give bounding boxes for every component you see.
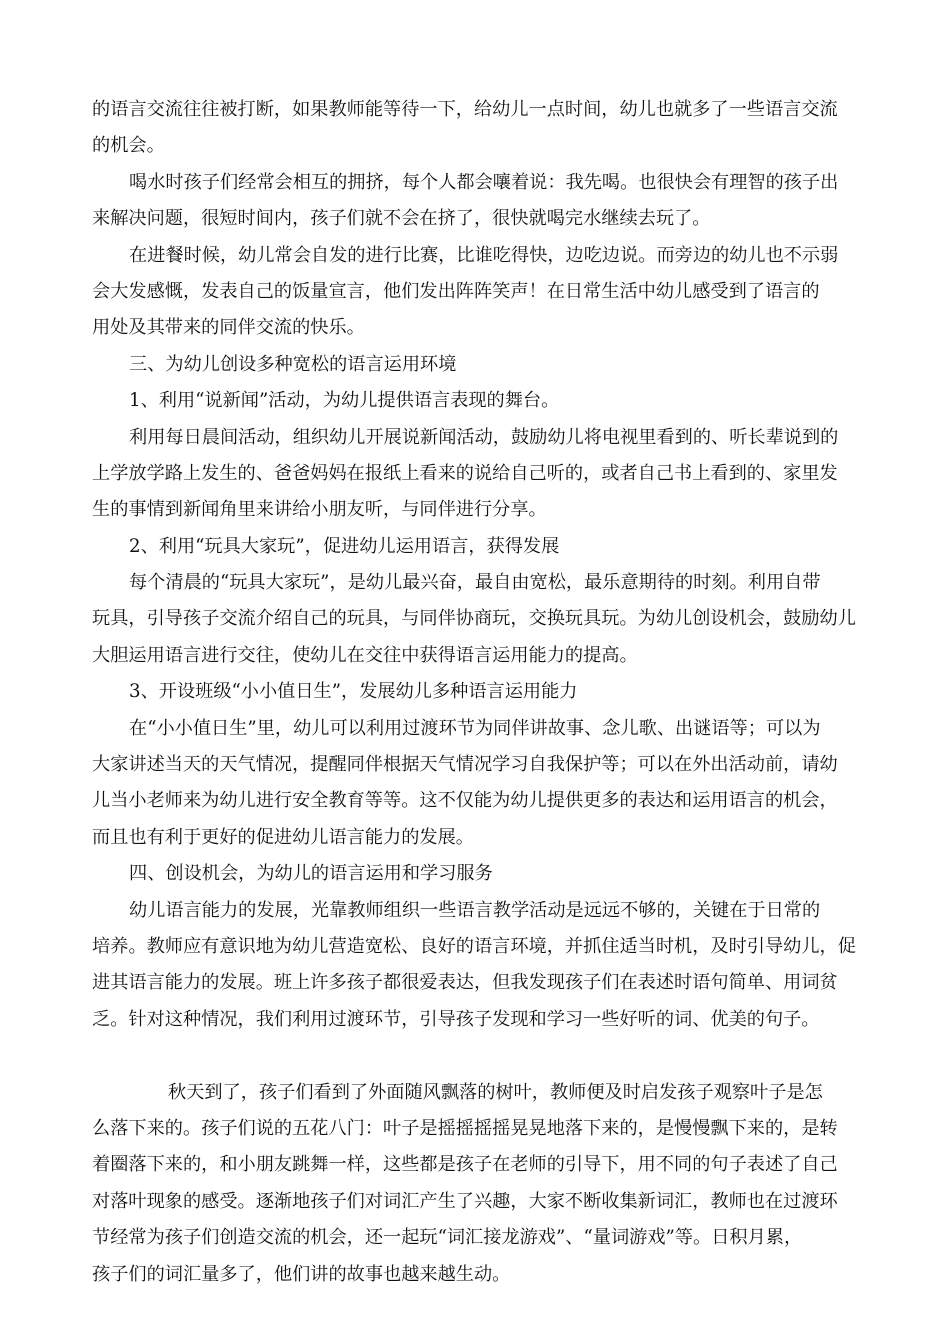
text-line: 的语言交流往往被打断，如果教师能等待一下，给幼儿一点时间，幼儿也就多了一些语言交流	[92, 99, 838, 120]
text-line: 幼儿语言能力的发展，光靠教师组织一些语言教学活动是远远不够的，关键在于日常的	[129, 899, 821, 921]
text-line: 的机会。	[92, 135, 165, 157]
section-heading: 3、开设班级“小小值日生”，发展幼儿多种语言运用能力	[129, 681, 578, 703]
text-line: 在进餐时候，幼儿常会自发的进行比赛，比谁吃得快，边吃边说。而旁边的幼儿也不示弱	[129, 244, 839, 266]
text-line: 节经常为孩子们创造交流的机会，还一起玩“词汇接龙游戏”、“量词游戏”等。日积月累，	[92, 1227, 803, 1249]
section-heading: 三、为幼儿创设多种宽松的语言运用环境	[129, 353, 457, 375]
text-line: 着圈落下来的，和小朋友跳舞一样，这些都是孩子在老师的引导下，用不同的句子表述了自己	[92, 1154, 838, 1176]
text-line: 么落下来的。孩子们说的五花八门：叶子是摇摇摇摇晃晃地落下来的，是慢慢飘下来的，是转	[92, 1117, 838, 1139]
text-line: 喝水时孩子们经常会相互的拥挤，每个人都会嚷着说：我先喝。也很快会有理智的孩子出	[129, 171, 839, 193]
section-heading: 四、创设机会，为幼儿的语言运用和学习服务	[129, 863, 493, 885]
text-line: 孩子们的词汇量多了，他们讲的故事也越来越生动。	[92, 1263, 511, 1285]
text-line: 儿当小老师来为幼儿进行安全教育等等。这不仅能为幼儿提供更多的表达和运用语言的机会，	[92, 790, 838, 812]
text-line: 在“小小值日生”里，幼儿可以利用过渡环节为同伴讲故事、念儿歌、出谜语等；可以为	[129, 717, 821, 739]
text-line: 对落叶现象的感受。逐渐地孩子们对词汇产生了兴趣，大家不断收集新词汇，教师也在过渡环	[92, 1190, 838, 1212]
document-body	[92, 92, 860, 1293]
section-heading: 2、利用“玩具大家玩”，促进幼儿运用语言，获得发展	[129, 535, 560, 557]
text-line: 乏。针对这种情况，我们利用过渡环节，引导孩子发现和学习一些好听的词、优美的句子。	[92, 1008, 820, 1030]
text-line: 而且也有利于更好的促进幼儿语言能力的发展。	[92, 826, 474, 848]
text-line: 每个清晨的“玩具大家玩”，是幼儿最兴奋，最自由宽松，最乐意期待的时刻。利用自带	[129, 572, 821, 594]
text-line: 大家讲述当天的天气情况，提醒同伴根据天气情况学习自我保护等；可以在外出活动前，请幼	[92, 754, 838, 776]
blank-line	[92, 1038, 860, 1074]
text-line: 生的事情到新闻角里来讲给小朋友听，与同伴进行分享。	[92, 499, 547, 521]
section-heading: 1、利用“说新闻”活动，为幼儿提供语言表现的舞台。	[129, 390, 560, 412]
text-line: 来解决问题，很短时间内，孩子们就不会在挤了，很快就喝完水继续去玩了。	[92, 208, 711, 230]
text-line: 利用每日晨间活动，组织幼儿开展说新闻活动，鼓励幼儿将电视里看到的、听长辈说到的	[129, 426, 839, 448]
text-line: 秋天到了，孩子们看到了外面随风飘落的树叶，教师便及时启发孩子观察叶子是怎	[168, 1081, 823, 1103]
text-line: 培养。教师应有意识地为幼儿营造宽松、良好的语言环境，并抓住适当时机，及时引导幼儿，促	[92, 935, 856, 957]
text-line: 玩具，引导孩子交流介绍自己的玩具，与同伴协商玩，交换玩具玩。为幼儿创设机会，鼓励幼儿	[92, 608, 856, 630]
text-line: 上学放学路上发生的、爸爸妈妈在报纸上看来的说给自己听的，或者自己书上看到的、家里发	[92, 462, 838, 484]
text-line: 会大发感慨，发表自己的饭量宣言，他们发出阵阵笑声！在日常生活中幼儿感受到了语言的	[92, 280, 820, 302]
text-line: 大胆运用语言进行交往，使幼儿在交往中获得语言运用能力的提高。	[92, 644, 638, 666]
text-line: 进其语言能力的发展。班上许多孩子都很爱表达，但我发现孩子们在表述时语句简单、用词贫	[92, 972, 838, 994]
text-line: 用处及其带来的同伴交流的快乐。	[92, 317, 365, 339]
